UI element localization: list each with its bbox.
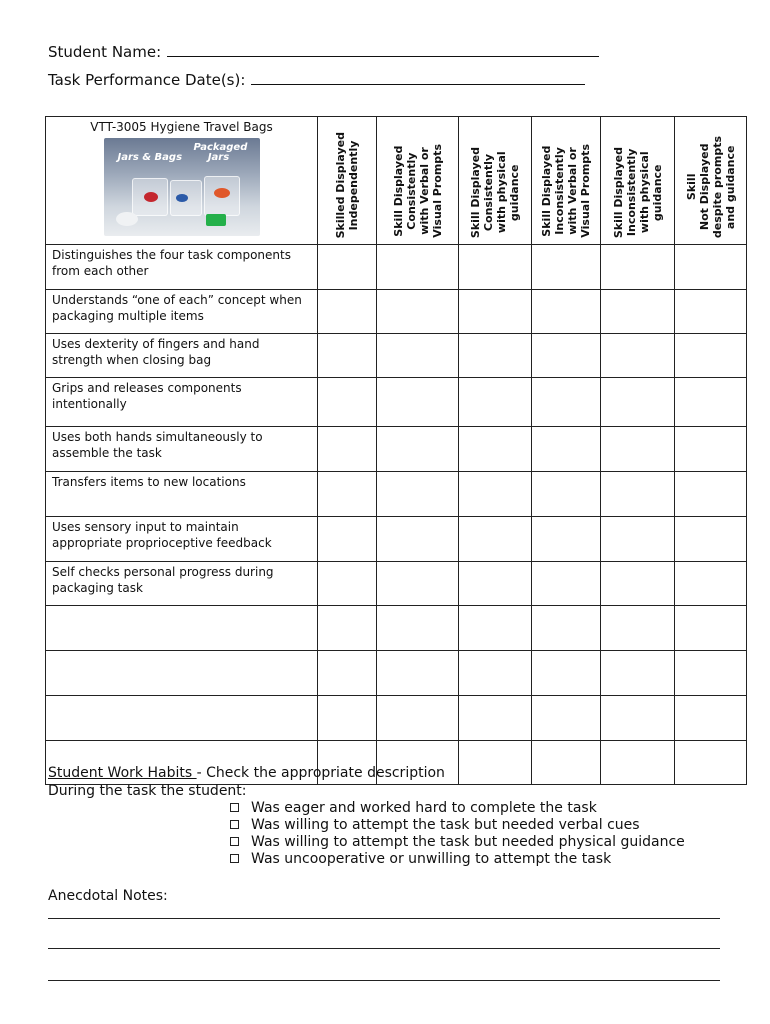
rating-cell[interactable]: [532, 378, 601, 427]
column-header-post: with physical: [637, 151, 651, 234]
rating-cell[interactable]: [675, 696, 747, 741]
task-description: Transfers items to new locations: [46, 472, 318, 517]
rating-cell[interactable]: [318, 378, 377, 427]
rating-cell[interactable]: [532, 472, 601, 517]
table-row: [46, 427, 747, 472]
rating-cell[interactable]: [532, 517, 601, 562]
column-header-4: [532, 117, 601, 245]
column-header-post: with Verbal or: [417, 147, 431, 235]
rating-cell[interactable]: [601, 562, 675, 606]
rating-cell[interactable]: [675, 562, 747, 606]
task-description: [46, 651, 318, 696]
rating-cell[interactable]: [532, 606, 601, 651]
column-header-6: [675, 117, 747, 245]
rating-cell[interactable]: [377, 378, 459, 427]
column-header-post: Visual Prompts: [430, 144, 444, 238]
task-description: Self checks personal progress during packaging task: [46, 562, 318, 606]
checkbox[interactable]: [230, 854, 239, 863]
rating-cell[interactable]: [459, 245, 532, 290]
rating-cell[interactable]: [675, 427, 747, 472]
student-name-field[interactable]: [48, 42, 599, 61]
option-label: Was willing to attempt the task but needed verbal cues: [251, 817, 640, 833]
rating-cell[interactable]: [318, 606, 377, 651]
rating-cell[interactable]: [459, 517, 532, 562]
work-habits-lead: During the task the student:: [48, 783, 247, 799]
rating-cell[interactable]: [601, 517, 675, 562]
rating-cell[interactable]: [601, 378, 675, 427]
rating-cell[interactable]: [318, 651, 377, 696]
rating-cell[interactable]: [601, 606, 675, 651]
task-date-line[interactable]: [251, 70, 585, 85]
rating-cell[interactable]: [601, 472, 675, 517]
rating-cell[interactable]: [459, 334, 532, 378]
rating-cell[interactable]: [318, 290, 377, 334]
rating-cell[interactable]: [675, 606, 747, 651]
rating-cell[interactable]: [601, 290, 675, 334]
column-header-1: [318, 117, 377, 245]
task-description: Uses dexterity of fingers and hand strength when closing bag: [46, 334, 318, 378]
table-row: [46, 517, 747, 562]
rating-cell[interactable]: [675, 290, 747, 334]
notes-line-2[interactable]: [48, 948, 720, 949]
student-name-label: Student Name:: [48, 43, 162, 61]
column-header-pre: Skill Displayed: [391, 145, 405, 237]
anecdotal-notes-label: Anecdotal Notes:: [48, 888, 168, 904]
rating-cell[interactable]: [532, 562, 601, 606]
work-habit-option[interactable]: [230, 851, 685, 868]
rating-cell[interactable]: [459, 562, 532, 606]
rating-cell[interactable]: [532, 741, 601, 785]
option-label: Was uncooperative or unwilling to attempt the task: [251, 851, 612, 867]
column-header-text: [469, 147, 521, 238]
rating-cell[interactable]: [532, 245, 601, 290]
skills-table: [45, 116, 747, 785]
notes-line-1[interactable]: [48, 918, 720, 919]
option-label: Was eager and worked hard to complete the task: [251, 800, 597, 816]
rating-cell[interactable]: [377, 517, 459, 562]
rating-cell[interactable]: [459, 427, 532, 472]
column-header-bold: Consistently: [482, 153, 495, 232]
rating-cell[interactable]: [601, 696, 675, 741]
rating-cell[interactable]: [377, 651, 459, 696]
rating-cell[interactable]: [675, 517, 747, 562]
table-row: [46, 378, 747, 427]
column-header-text: [685, 136, 737, 238]
task-description: Grips and releases components intentionally: [46, 378, 318, 427]
table-row: [46, 696, 747, 741]
rating-cell[interactable]: [532, 290, 601, 334]
student-name-line[interactable]: [167, 42, 599, 57]
table-row: [46, 290, 747, 334]
task-photo: [104, 138, 260, 236]
table-row: [46, 245, 747, 290]
rating-cell[interactable]: [675, 245, 747, 290]
column-header-text: [540, 144, 592, 238]
rating-cell[interactable]: [377, 472, 459, 517]
table-row: [46, 334, 747, 378]
rating-cell[interactable]: [377, 290, 459, 334]
rating-cell[interactable]: [675, 378, 747, 427]
rating-cell[interactable]: [601, 334, 675, 378]
rating-cell[interactable]: [377, 245, 459, 290]
rating-cell[interactable]: [532, 427, 601, 472]
checkbox[interactable]: [230, 820, 239, 829]
rating-cell[interactable]: [459, 606, 532, 651]
rating-cell[interactable]: [377, 334, 459, 378]
column-header-bold: Not Displayed: [697, 143, 711, 231]
column-header-bold: Inconsistently: [553, 147, 566, 235]
rating-cell[interactable]: [377, 696, 459, 741]
notes-line-3[interactable]: [48, 980, 720, 981]
rating-cell[interactable]: [675, 741, 747, 785]
rating-cell[interactable]: [318, 517, 377, 562]
column-header-post: despite prompts: [710, 135, 724, 238]
rating-cell[interactable]: [459, 741, 532, 785]
column-header-5: [601, 117, 675, 245]
task-header-cell: [46, 117, 318, 245]
rating-cell[interactable]: [601, 245, 675, 290]
rating-cell[interactable]: [675, 472, 747, 517]
column-header-pre: Skilled Displayed: [334, 131, 347, 238]
column-header-text: [334, 132, 360, 238]
column-header-post: with physical: [495, 151, 508, 234]
rating-cell[interactable]: [675, 334, 747, 378]
photo-label-left: Jars & Bags: [117, 152, 183, 163]
task-date-label: Task Performance Date(s):: [48, 71, 246, 89]
column-header-pre: Skill Displayed: [469, 146, 482, 238]
rating-cell[interactable]: [459, 378, 532, 427]
work-habits-section: [48, 764, 445, 800]
rating-cell[interactable]: [675, 651, 747, 696]
rating-cell[interactable]: [601, 741, 675, 785]
work-habit-option[interactable]: [230, 817, 685, 834]
task-title: VTT-3005 Hygiene Travel Bags: [90, 120, 273, 134]
table-row: [46, 651, 747, 696]
table-row: [46, 472, 747, 517]
column-header-3: [459, 117, 532, 245]
photo-label-right: Packaged Jars: [193, 142, 248, 163]
task-date-field[interactable]: [48, 70, 585, 89]
rating-cell[interactable]: [532, 651, 601, 696]
column-header-pre: Skill Displayed: [540, 145, 553, 237]
column-header-bold: Independently: [347, 139, 360, 230]
task-description: Uses sensory input to maintain appropriate proprioceptive feedback: [46, 517, 318, 562]
rating-cell[interactable]: [377, 427, 459, 472]
rating-cell[interactable]: [377, 606, 459, 651]
column-header-text: [612, 147, 664, 238]
rating-cell[interactable]: [318, 245, 377, 290]
rating-cell[interactable]: [532, 696, 601, 741]
rating-cell[interactable]: [318, 562, 377, 606]
column-header-post: guidance: [650, 164, 664, 221]
table-row: [46, 562, 747, 606]
rating-cell[interactable]: [601, 427, 675, 472]
work-habits-title: Student Work Habits: [48, 765, 197, 781]
checkbox[interactable]: [230, 803, 239, 812]
column-header-post: guidance: [508, 164, 521, 221]
work-habits-instruction: - Check the appropriate description: [196, 765, 445, 781]
rating-cell[interactable]: [377, 562, 459, 606]
column-header-bold: Inconsistently: [624, 148, 638, 237]
rating-cell[interactable]: [532, 334, 601, 378]
column-header-post: with Verbal or: [566, 147, 579, 235]
column-header-text: [392, 144, 444, 238]
work-habit-option[interactable]: [230, 800, 685, 817]
task-description: [46, 606, 318, 651]
column-header-post: and guidance: [723, 145, 737, 229]
rating-cell[interactable]: [459, 290, 532, 334]
rating-cell[interactable]: [318, 427, 377, 472]
task-description: [46, 696, 318, 741]
rating-cell[interactable]: [601, 651, 675, 696]
work-habit-option[interactable]: [230, 834, 685, 851]
option-label: Was willing to attempt the task but needed physical guidance: [251, 834, 685, 850]
column-header-post: Visual Prompts: [579, 144, 592, 238]
task-description: Uses both hands simultaneously to assemble the task: [46, 427, 318, 472]
column-header-bold: Consistently: [404, 152, 418, 230]
column-header-pre: Skill Displayed: [611, 146, 625, 238]
task-description: Understands “one of each” concept when packaging multiple items: [46, 290, 318, 334]
rating-cell[interactable]: [318, 472, 377, 517]
rating-cell[interactable]: [459, 472, 532, 517]
rating-cell[interactable]: [459, 651, 532, 696]
rating-cell[interactable]: [318, 696, 377, 741]
column-header-2: [377, 117, 459, 245]
checkbox[interactable]: [230, 837, 239, 846]
column-header-pre: Skill: [684, 173, 698, 201]
task-description: Distinguishes the four task components from each other: [46, 245, 318, 290]
rating-cell[interactable]: [459, 696, 532, 741]
work-habits-options: [230, 800, 685, 868]
table-row: [46, 606, 747, 651]
rating-cell[interactable]: [318, 334, 377, 378]
